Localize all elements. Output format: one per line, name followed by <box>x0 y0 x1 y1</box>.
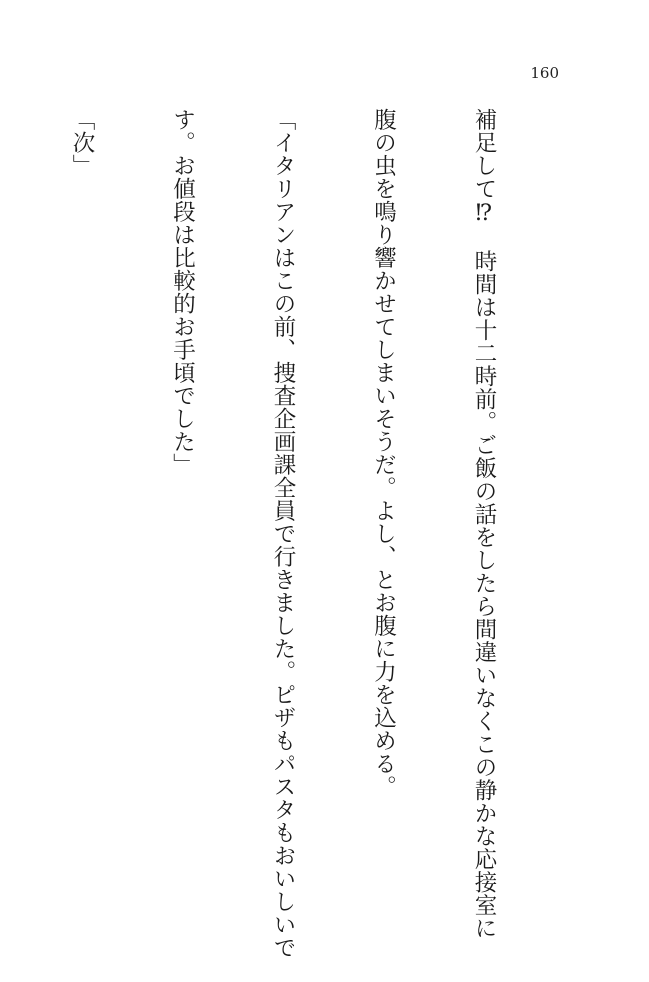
vertical-text-block <box>0 108 567 959</box>
page-number: 160 <box>530 64 559 82</box>
text-line: す。お値段は比較的お手頃でした」 <box>169 108 196 476</box>
text-line: 腹の虫を鳴り響かせてしまいそうだ。よし、とお腹に力を込める。 <box>370 108 397 798</box>
text-line: 「次」 <box>69 108 95 177</box>
text-line: 補足して⁉ 時間は十二時前。ご飯の話をしたら間違いなくこの静かな応接室に <box>471 108 497 940</box>
text-line: 「イタリアンはこの前、捜査企画課全員で行きました。ピザもパスタもおいしいで <box>270 108 296 959</box>
